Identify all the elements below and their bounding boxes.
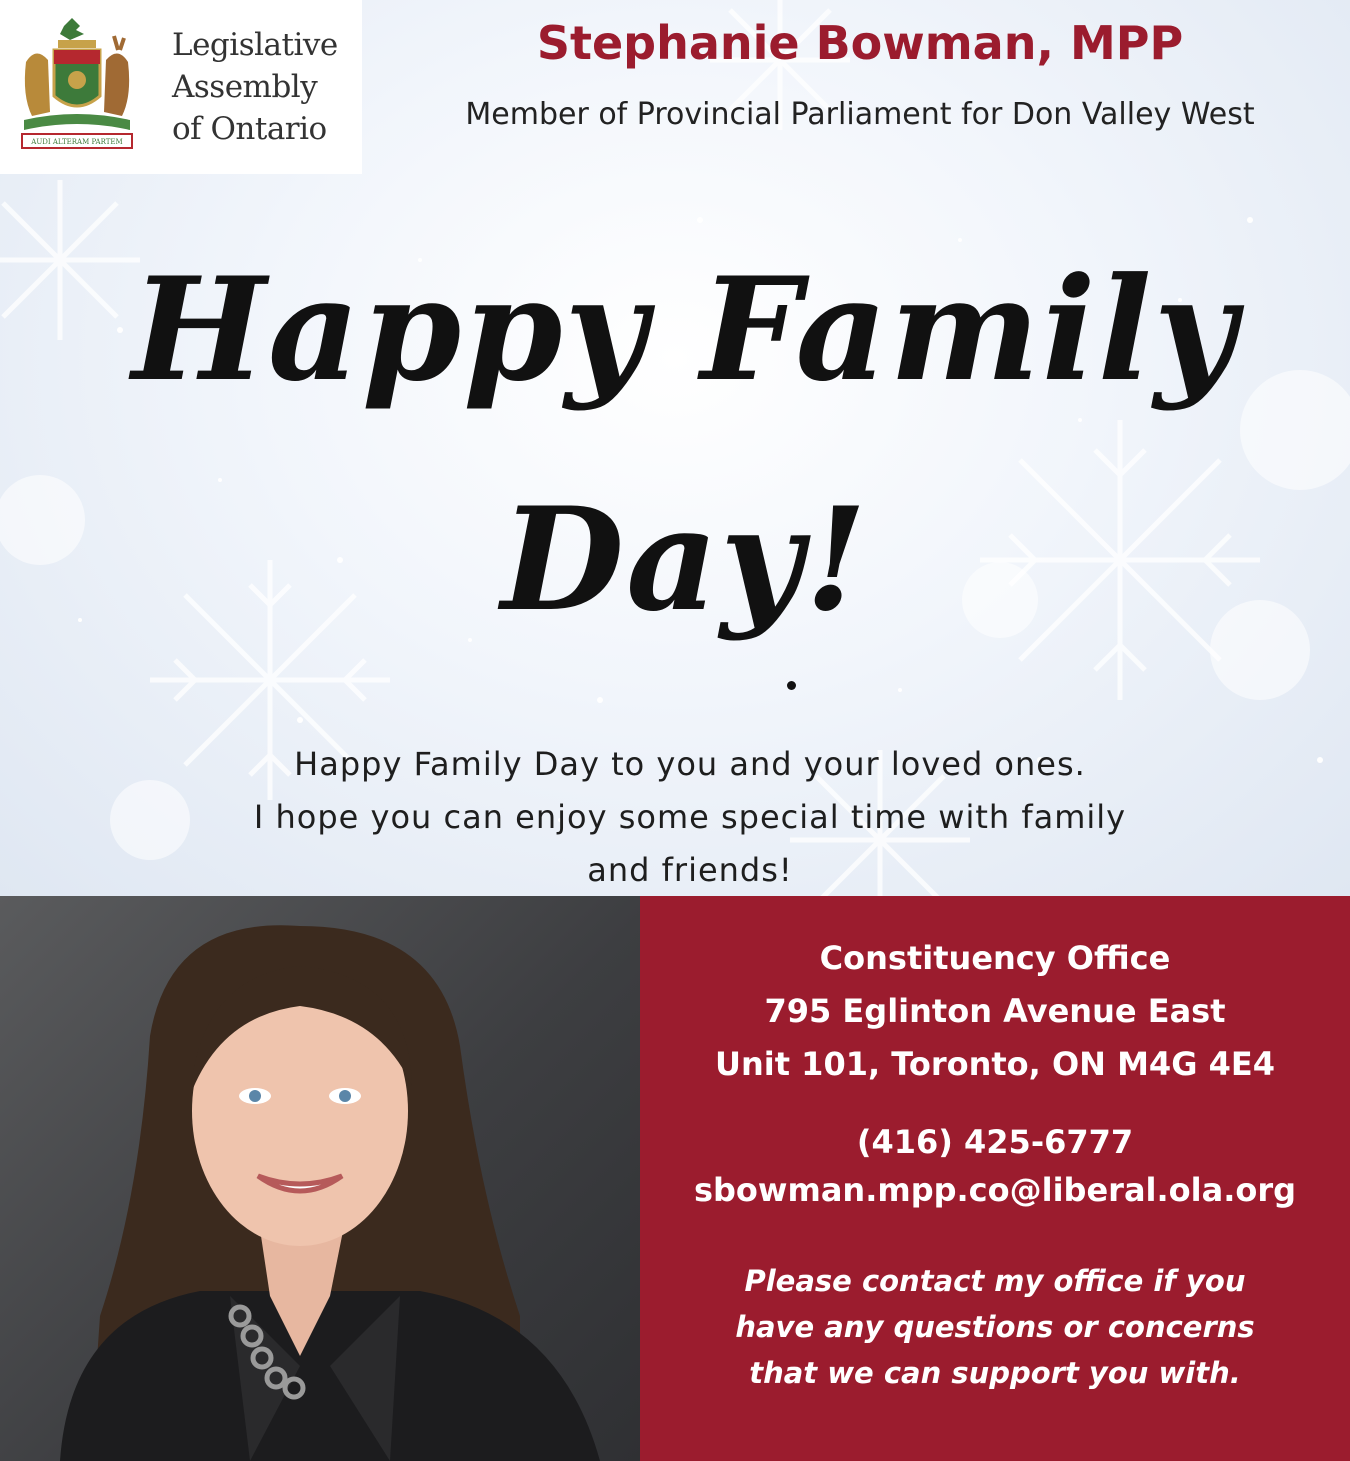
- contact-panel: [640, 896, 1350, 1461]
- contact-details: [640, 1118, 1350, 1214]
- message-line: and friends!: [587, 851, 793, 889]
- portrait-illustration: [0, 896, 640, 1461]
- logo-line: Legislative: [172, 27, 338, 63]
- message-line: I hope you can enjoy some special time with family: [253, 798, 1127, 836]
- note-line: have any questions or concerns: [735, 1310, 1255, 1344]
- logo-text: [172, 24, 362, 150]
- address-line: Unit 101, Toronto, ON M4G 4E4: [715, 1045, 1275, 1083]
- greeting-line: Day!: [501, 477, 869, 643]
- phone-number[interactable]: (416) 425-6777: [856, 1123, 1134, 1161]
- contact-note: [640, 1258, 1350, 1396]
- decorative-dot: [787, 681, 796, 690]
- mpp-title: Member of Provincial Parliament for Don Valley West: [465, 97, 1255, 132]
- logo-line: of Ontario: [172, 111, 327, 147]
- logo-line: Assembly: [172, 69, 318, 105]
- address-line: 795 Eglinton Avenue East: [764, 992, 1226, 1030]
- legislative-assembly-logo: [0, 0, 362, 174]
- greeting-heading: [120, 215, 1250, 675]
- office-title: Constituency Office: [819, 939, 1171, 977]
- email-address[interactable]: sbowman.mpp.co@liberal.ola.org: [693, 1171, 1297, 1209]
- greeting-line: Happy Family: [131, 247, 1239, 413]
- ontario-coat-of-arms-icon: [14, 16, 140, 156]
- note-line: Please contact my office if you: [744, 1264, 1246, 1298]
- office-address: [640, 932, 1350, 1091]
- note-line: that we can support you with.: [749, 1356, 1241, 1390]
- svg-text:AUDI ALTERAM PARTEM: AUDI ALTERAM PARTEM: [31, 138, 123, 146]
- mpp-name: Stephanie Bowman, MPP: [536, 16, 1184, 70]
- mpp-portrait-photo: [0, 896, 640, 1461]
- greeting-message: [120, 738, 1260, 896]
- message-line: Happy Family Day to you and your loved ones.: [294, 745, 1086, 783]
